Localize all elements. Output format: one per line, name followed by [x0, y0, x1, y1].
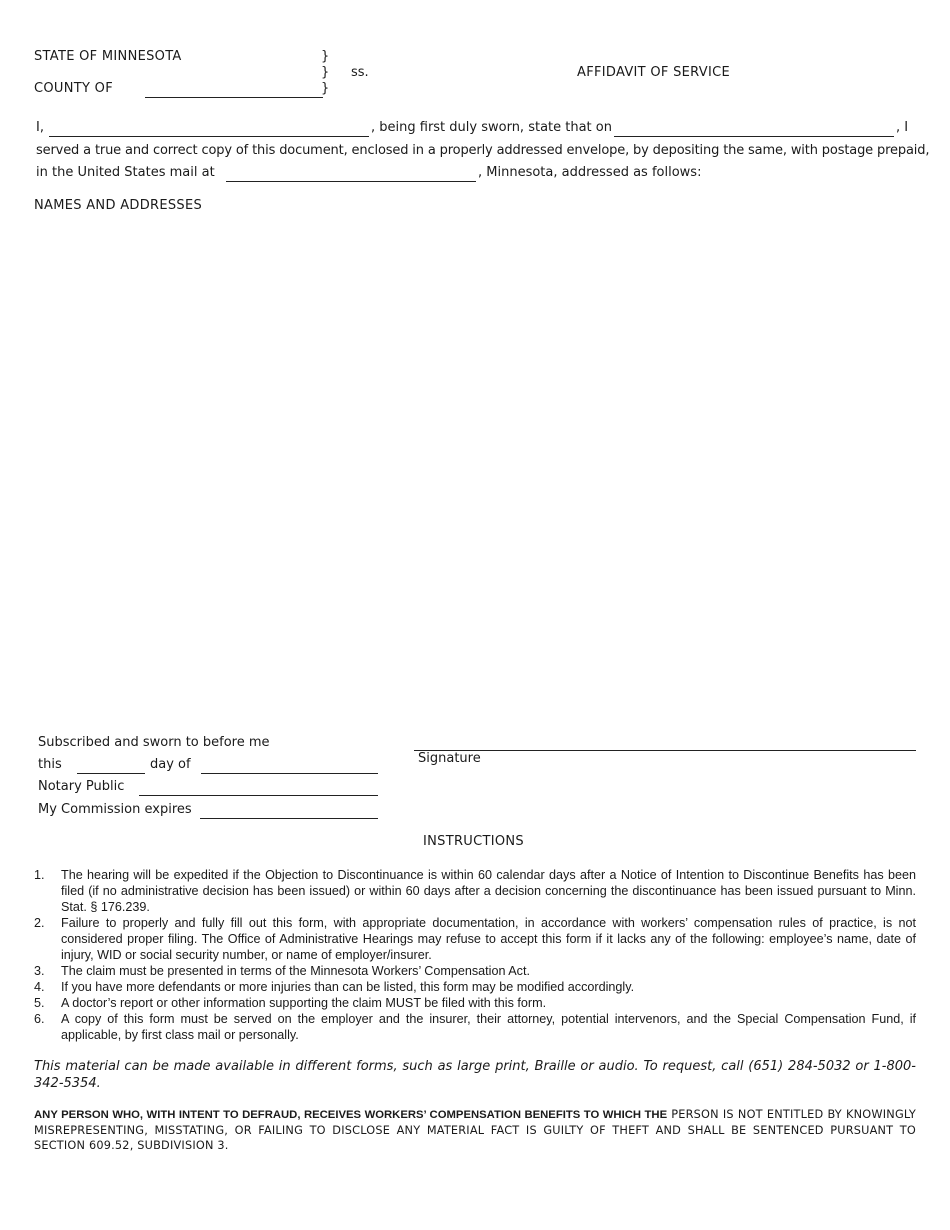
- mail-city-field[interactable]: [226, 181, 476, 182]
- this-label: this: [38, 757, 62, 772]
- instruction-item: [34, 995, 916, 1011]
- instruction-number: 1.: [34, 868, 45, 882]
- notary-public-label: Notary Public: [38, 779, 125, 794]
- affiant-prefix: I,: [36, 120, 44, 135]
- instruction-text: The hearing will be expedited if the Objection to Discontinuance is within 60 calendar days after a Notice of Intention to Discontinue Benefits has been filed (if no administrative decision has been issued) or within 60 days after a decision concerning the discontinuance has been issued pursuant to Minn. Stat. § 176.239.: [61, 868, 916, 914]
- served-text: served a true and correct copy of this document, enclosed in a properly addressed envelope, by depositing the same, with postage prepaid,: [36, 143, 930, 158]
- affiant-name-field[interactable]: [49, 136, 369, 137]
- mail-suffix: , Minnesota, addressed as follows:: [478, 165, 702, 180]
- county-label: COUNTY OF: [34, 81, 113, 96]
- instruction-text: A doctor’s report or other information supporting the claim MUST be filed with this form.: [61, 996, 547, 1010]
- notary-public-field[interactable]: [139, 795, 378, 796]
- instruction-text: Failure to properly and fully fill out this form, with appropriate documentation, in accordance with workers’ compensation rules of practice, is not considered proper filing. The Office of Administrative Hearings may refuse to accept this form if it lacks any of the following: employee’s name, date of injury, WID or social security number, or name of employer/insurer.: [61, 916, 916, 962]
- fraud-warning-rest: PERSON IS NOT ENTITLED BY KNOWINGLY MISREPRESENTING, MISSTATING, OR FAILING TO DISCLOSE ANY MATERIAL FACT IS GUILTY OF THEFT AND SHALL BE SENTENCED PURSUANT TO SECTION 609.52, SUBDIVISION 3.: [34, 1108, 916, 1152]
- brace-1: }: [321, 49, 330, 64]
- instruction-number: 5.: [34, 996, 45, 1010]
- instruction-number: 3.: [34, 964, 45, 978]
- names-addresses-area[interactable]: [34, 218, 916, 718]
- ss-label: ss.: [351, 65, 369, 80]
- fraud-warning-bold: ANY PERSON WHO, WITH INTENT TO DEFRAUD, RECEIVES WORKERS’ COMPENSATION BENEFITS TO WHICH THE: [34, 1109, 668, 1121]
- instruction-item: [34, 963, 916, 979]
- instruction-number: 2.: [34, 916, 45, 930]
- sworn-text: , being first duly sworn, state that on: [371, 120, 612, 135]
- subscribed-label: Subscribed and sworn to before me: [38, 735, 270, 750]
- day-of-label: day of: [150, 757, 191, 772]
- county-field[interactable]: [145, 97, 323, 98]
- instruction-text: If you have more defendants or more injuries than can be listed, this form may be modified accordingly.: [61, 980, 635, 994]
- state-label: STATE OF MINNESOTA: [34, 49, 182, 64]
- instructions-heading: INSTRUCTIONS: [423, 834, 524, 849]
- brace-2: }: [321, 65, 330, 80]
- instruction-item: [34, 979, 916, 995]
- commission-label: My Commission expires: [38, 802, 192, 817]
- instruction-text: The claim must be presented in terms of the Minnesota Workers’ Compensation Act.: [61, 964, 530, 978]
- instruction-text: A copy of this form must be served on the employer and the insurer, their attorney, potential intervenors, and the Special Compensation Fund, if applicable, by first class mail or personally.: [61, 1012, 916, 1042]
- instruction-number: 6.: [34, 1012, 45, 1026]
- names-addresses-heading: NAMES AND ADDRESSES: [34, 198, 203, 213]
- accessibility-notice: This material can be made available in different forms, such as large print, Braille or audio. To request, call (651) 284-5032 or 1-800-342-5354.: [34, 1059, 916, 1091]
- instruction-number: 4.: [34, 980, 45, 994]
- instruction-item: [34, 867, 916, 915]
- month-year-field[interactable]: [201, 773, 378, 774]
- mail-prefix: in the United States mail at: [36, 165, 215, 180]
- instructions-list: [34, 867, 916, 1043]
- brace-3: }: [321, 81, 330, 96]
- affiant-suffix: , I: [896, 120, 909, 135]
- day-field[interactable]: [77, 773, 145, 774]
- signature-label: Signature: [418, 751, 481, 766]
- commission-expires-field[interactable]: [200, 818, 378, 819]
- instruction-item: [34, 915, 916, 963]
- service-date-field[interactable]: [614, 136, 894, 137]
- instruction-item: [34, 1011, 916, 1043]
- page-title: AFFIDAVIT OF SERVICE: [577, 65, 730, 80]
- fraud-warning: [34, 1107, 916, 1153]
- signature-field[interactable]: [414, 750, 916, 751]
